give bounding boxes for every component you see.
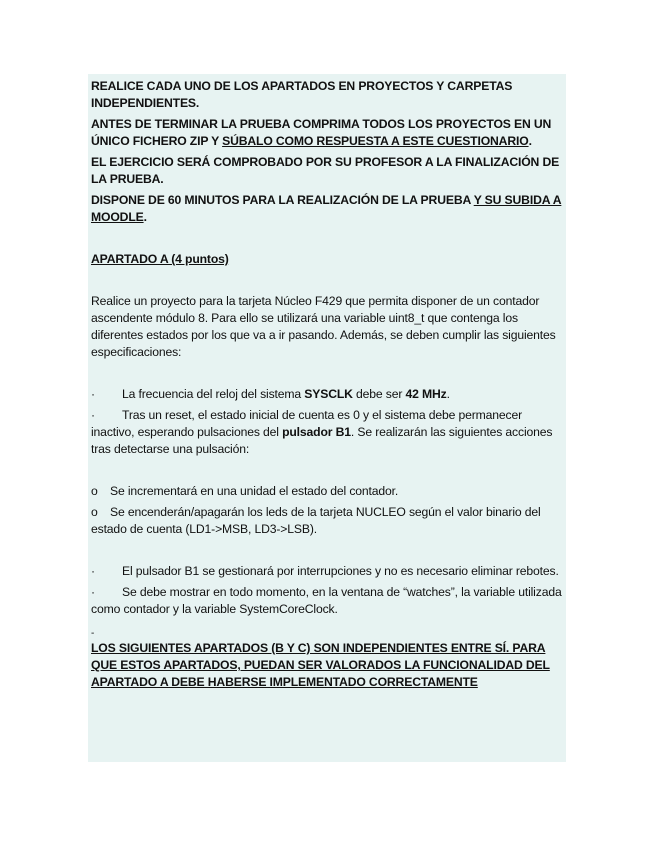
bullet-reset-end: . Se realizarán las siguientes acciones tras detectarse una pulsación:	[91, 425, 553, 456]
instruction-zip-upload: SÚBALO COMO RESPUESTA A ESTE CUESTIONARIO	[222, 134, 529, 148]
bullet-symbol: ·	[91, 387, 95, 401]
instruction-time	[91, 192, 565, 226]
document-body	[91, 78, 565, 691]
instruction-check: EL EJERCICIO SERÁ COMPROBADO POR SU PROFESOR A LA FINALIZACIÓN DE LA PRUEBA.	[91, 155, 560, 186]
sub-leds	[91, 504, 565, 538]
bullet-reset-bold: pulsador B1	[282, 425, 351, 439]
bullet-watches-text: Se debe mostrar en todo momento, en la ventana de “watches”, la variable utilizada como contador y la variable SystemCoreClock.	[91, 585, 562, 616]
bullet-interrupts	[91, 563, 565, 580]
instruction-zip	[91, 116, 565, 150]
bullet-sysclk-text: La frecuencia del reloj del sistema	[122, 387, 305, 401]
sub-increment-text: Se incrementará en una unidad el estado del contador.	[110, 484, 399, 498]
section-a-intro: Realice un proyecto para la tarjeta Núcleo F429 que permita disponer de un contador ascendente módulo 8. Para ello se utilizará una variable uint8_t que contenga los diferentes estados por los que va a ir pasando. Además, se deben cumplir las siguientes especificaciones:	[91, 294, 556, 359]
bullet-symbol: ·	[91, 408, 95, 422]
bullet-interrupts-text: El pulsador B1 se gestionará por interrupciones y no es necesario eliminar rebotes.	[122, 564, 559, 578]
bullet-sysclk-end: .	[446, 387, 450, 401]
sub-symbol: o	[91, 484, 98, 498]
instruction-zip-end: .	[528, 134, 532, 148]
sub-leds-text: Se encenderán/apagarán los leds de la tarjeta NUCLEO según el valor binario del estado de cuenta (LD1->MSB, LD3->LSB).	[91, 505, 541, 536]
bullet-symbol: ·	[91, 564, 95, 578]
closing-note: LOS SIGUIENTES APARTADOS (B Y C) SON INDEPENDIENTES ENTRE SÍ. PARA QUE ESTOS APARTADOS, PUEDAN SER VALORADOS LA FUNCIONALIDAD DEL APARTADO A DEBE HABERSE IMPLEMENTADO CORRECTAMENTE	[91, 641, 550, 689]
bullet-reset-text: Tras un reset, el estado inicial de cuenta es 0 y el sistema debe permanecer inactivo, esperando pulsaciones del	[91, 408, 523, 439]
instruction-projects: REALICE CADA UNO DE LOS APARTADOS EN PROYECTOS Y CARPETAS INDEPENDIENTES.	[91, 79, 513, 110]
instruction-time-text: DISPONE DE 60 MINUTOS PARA LA REALIZACIÓN DE LA PRUEBA	[91, 193, 474, 207]
separator-dash: -	[91, 628, 95, 639]
sub-symbol: o	[91, 505, 98, 519]
bullet-sysclk	[91, 386, 565, 403]
bullet-symbol: ·	[91, 585, 95, 599]
bullet-sysclk-bold: SYSCLK	[304, 387, 353, 401]
instruction-zip-text: ANTES DE TERMINAR LA PRUEBA COMPRIMA TODOS LOS PROYECTOS EN UN ÚNICO FICHERO ZIP Y	[91, 117, 552, 148]
bullet-sysclk-mid: debe ser	[352, 387, 406, 401]
sub-increment	[91, 483, 565, 500]
bullet-reset	[91, 407, 565, 458]
bullet-watches	[91, 584, 565, 618]
instruction-time-end: .	[143, 210, 147, 224]
instruction-time-moodle: Y SU SUBIDA A MOODLE	[91, 193, 562, 224]
section-a-heading: APARTADO A (4 puntos)	[91, 252, 229, 266]
bullet-sysclk-freq: 42 MHz	[405, 387, 447, 401]
